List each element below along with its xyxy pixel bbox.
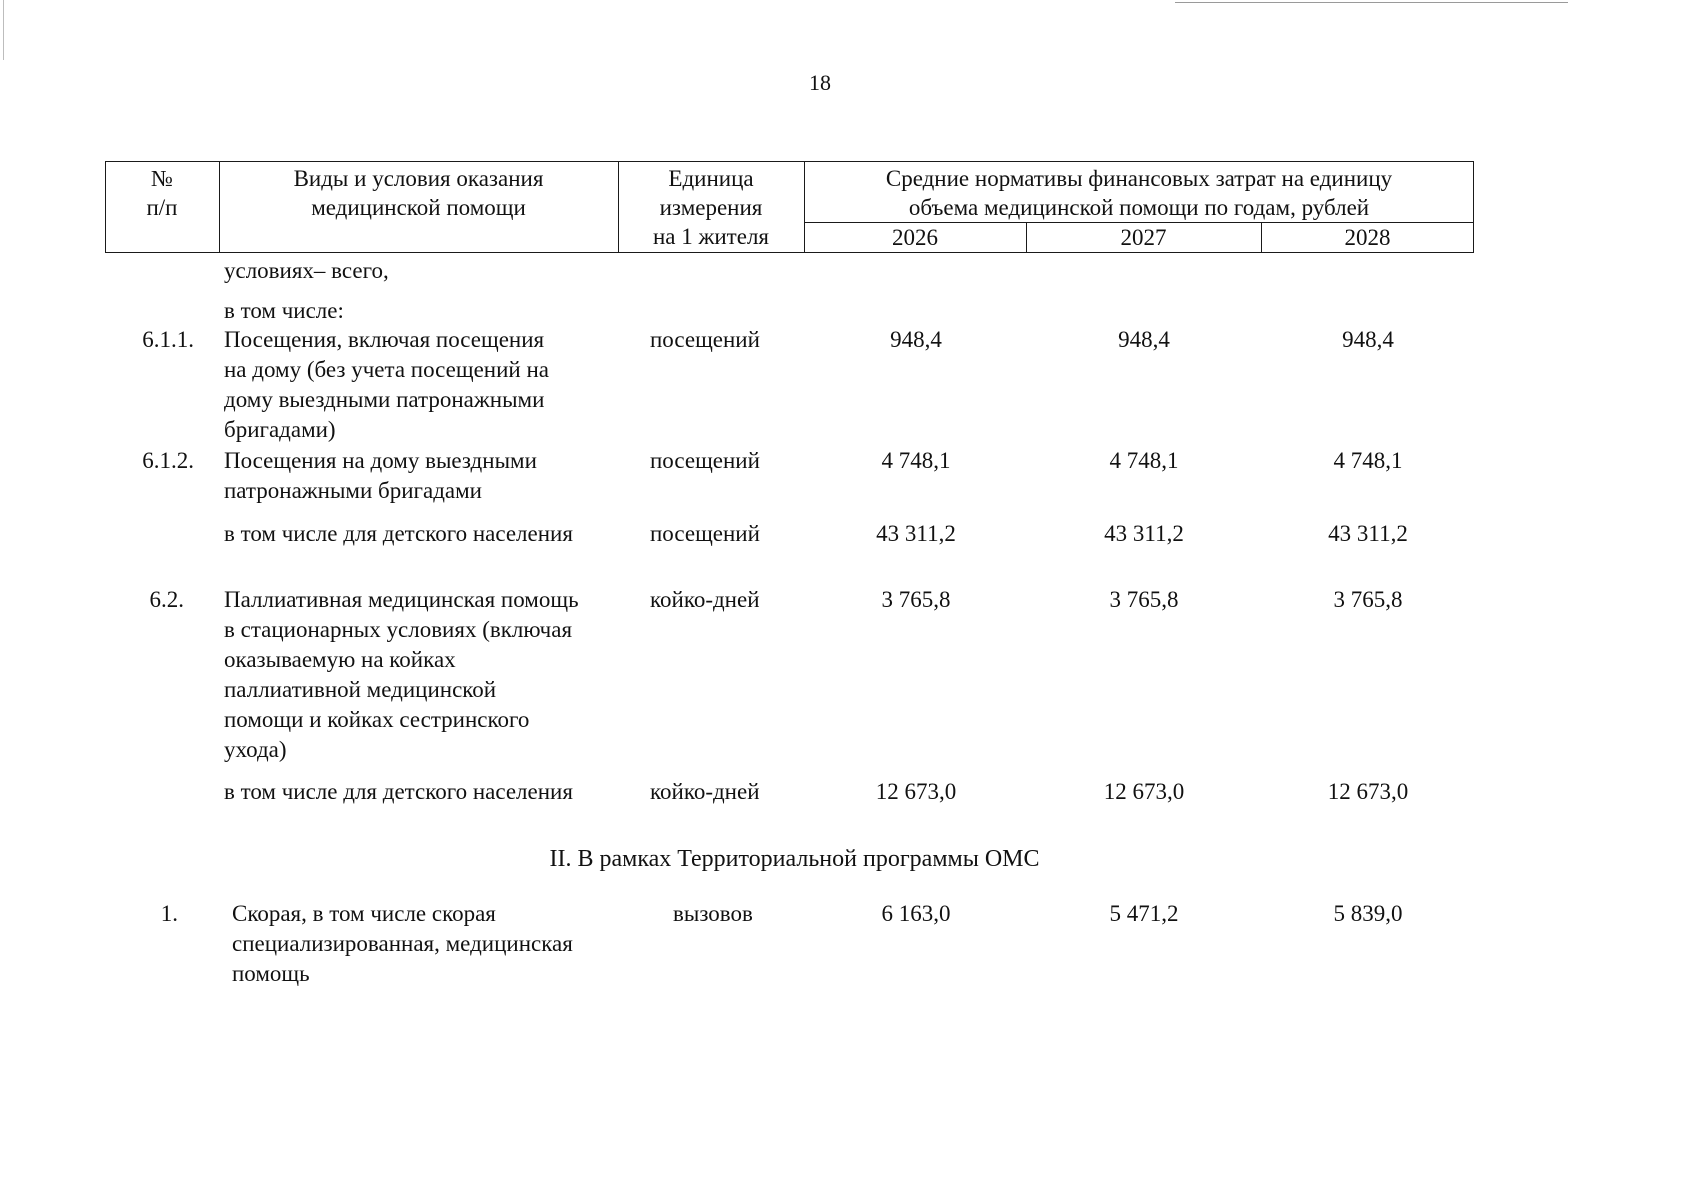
row-unit: койко-дней [650, 779, 760, 804]
header-types [219, 164, 618, 222]
row-value-2028: 43 311,2 [1328, 521, 1408, 546]
row-value-2026: 4 748,1 [881, 448, 951, 473]
row-number: 1. [160, 901, 178, 926]
row-text [224, 777, 573, 807]
row-value-2026: 43 311,2 [876, 521, 956, 546]
row-text-line: бригадами) [224, 417, 336, 442]
row-value-2026: 12 673,0 [875, 779, 957, 804]
header-year: 2026 [892, 225, 938, 250]
row-text [224, 585, 579, 765]
row-text-line: Паллиативная медицинская помощь [224, 587, 579, 612]
row-text-line: специализированная, медицинская [232, 931, 573, 956]
row-text-line: в стационарных условиях (включая [224, 617, 573, 642]
row-text-line: дому выездными патронажными [224, 387, 545, 412]
header-number [105, 164, 219, 222]
row-text [224, 296, 344, 326]
row-text-line: патронажными бригадами [224, 478, 482, 503]
row-text-line: Посещения на дому выездными [224, 448, 537, 473]
row-text-line: паллиативной медицинской [224, 677, 497, 702]
row-text-line: Посещения, включая посещения [224, 327, 545, 352]
row-text [224, 256, 389, 286]
row-value-2026: 6 163,0 [881, 901, 951, 926]
row-number: 6.1.1. [142, 327, 194, 352]
header-types-l1: Виды и условия оказания [293, 166, 544, 191]
row-text-line: на дому (без учета посещений на [224, 357, 549, 382]
row-unit: койко-дней [650, 587, 760, 612]
header-unit-l2: измерения [659, 195, 763, 220]
row-unit: посещений [650, 327, 760, 352]
row-value-2028: 4 748,1 [1333, 448, 1403, 473]
scan-artifact-line [1175, 2, 1568, 3]
row-text-line: в том числе: [224, 298, 344, 323]
row-value-2027: 12 673,0 [1103, 779, 1185, 804]
scan-artifact-line [3, 0, 4, 60]
row-text-line: помощь [232, 961, 310, 986]
header-norms-l2: объема медицинской помощи по годам, рублей [908, 195, 1370, 220]
row-value-2027: 3 765,8 [1109, 587, 1179, 612]
row-text-line: оказываемую на койках [224, 647, 456, 672]
row-value-2027: 43 311,2 [1104, 521, 1184, 546]
row-unit: посещений [650, 448, 760, 473]
row-text-line: в том числе для детского населения [224, 779, 573, 804]
row-number: 6.1.2. [142, 448, 194, 473]
header-norms-l1: Средние нормативы финансовых затрат на единицу [885, 166, 1393, 191]
header-year: 2027 [1120, 225, 1167, 250]
row-value-2028: 948,4 [1342, 327, 1394, 352]
header-year: 2028 [1344, 225, 1391, 250]
row-value-2028: 12 673,0 [1327, 779, 1409, 804]
header-unit-l3: на 1 жителя [652, 224, 770, 249]
row-unit: посещений [650, 521, 760, 546]
row-text [224, 519, 573, 549]
header-types-l2: медицинской помощи [311, 195, 526, 220]
row-text [224, 325, 549, 445]
row-text-line: ухода) [224, 737, 287, 762]
row-value-2027: 5 471,2 [1109, 901, 1179, 926]
table-header [105, 161, 1474, 253]
row-value-2026: 948,4 [890, 327, 942, 352]
header-unit [618, 164, 804, 251]
row-value-2028: 5 839,0 [1333, 901, 1403, 926]
row-value-2028: 3 765,8 [1333, 587, 1403, 612]
header-unit-l1: Единица [668, 166, 754, 191]
row-text [224, 446, 537, 506]
row-number: 6.2. [149, 587, 184, 612]
row-text-line: в том числе для детского населения [224, 521, 573, 546]
row-value-2027: 948,4 [1118, 327, 1170, 352]
page-number: 18 [809, 70, 831, 95]
row-text-line: условиях– всего, [224, 258, 389, 283]
row-text-line: помощи и койках сестринского [224, 707, 530, 732]
row-text [232, 899, 573, 989]
row-value-2026: 3 765,8 [881, 587, 951, 612]
row-text-line: Скорая, в том числе скорая [232, 901, 496, 926]
header-number-l2: п/п [146, 195, 178, 220]
row-value-2027: 4 748,1 [1109, 448, 1179, 473]
header-number-l1: № [151, 166, 173, 191]
header-norms [804, 164, 1474, 222]
row-unit: вызовов [673, 901, 753, 926]
section-title: II. В рамках Территориальной программы ОМС [549, 846, 1040, 872]
